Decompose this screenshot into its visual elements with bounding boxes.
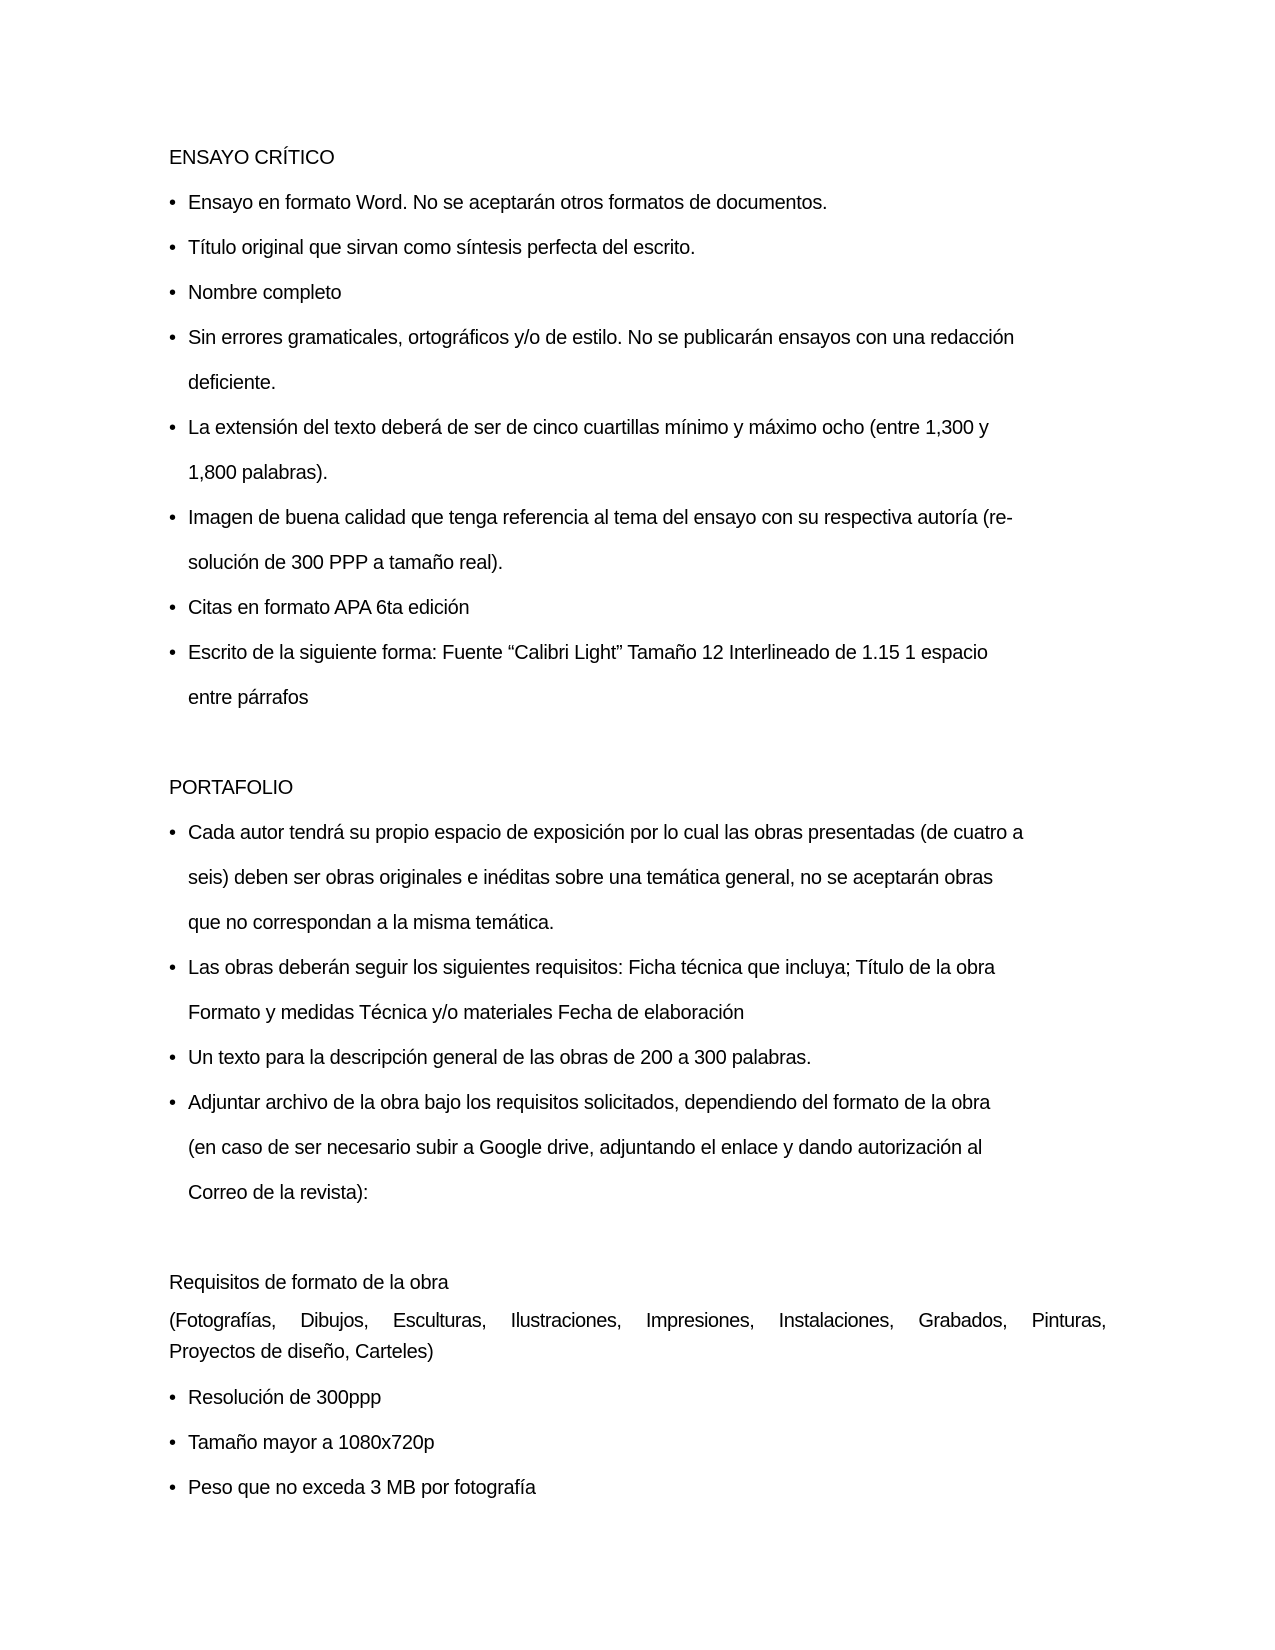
bullet-text: Un texto para la descripción general de las obras de 200 a 300 palabras. — [188, 1047, 812, 1069]
bullet-line — [169, 946, 1106, 991]
bullet-line — [169, 811, 1106, 856]
bullet-text: solución de 300 PPP a tamaño real). — [188, 552, 503, 574]
bullet-dot: • — [169, 1092, 176, 1114]
bullet-text: Tamaño mayor a 1080x720p — [188, 1432, 435, 1454]
bullet-text: Adjuntar archivo de la obra bajo los requisitos solicitados, dependiendo del formato de la obra — [188, 1092, 991, 1114]
bullet-dot: • — [169, 1432, 176, 1454]
bullet-dot: • — [169, 1477, 176, 1499]
subsection-heading-requisitos — [169, 1261, 1106, 1306]
bullet-dot: • — [169, 282, 176, 304]
bullet-dot: • — [169, 192, 176, 214]
bullet-line — [169, 1376, 1106, 1421]
bullet-line — [169, 316, 1106, 361]
bullet-line — [169, 631, 1106, 676]
section-heading-text: PORTAFOLIO — [169, 777, 294, 799]
bullet-continuation-line — [169, 361, 1106, 406]
bullet-text: seis) deben ser obras originales e inéditas sobre una temática general, no se aceptarán obras — [188, 867, 993, 889]
bullet-continuation-line — [169, 1126, 1106, 1171]
bullet-text: Sin errores gramaticales, ortográficos y/o de estilo. No se publicarán ensayos con una redacción — [188, 327, 1015, 349]
bullet-text: deficiente. — [188, 372, 276, 394]
section-heading-text: ENSAYO CRÍTICO — [169, 147, 335, 169]
document-content — [169, 136, 1106, 1511]
bullet-line — [169, 1421, 1106, 1466]
bullet-dot: • — [169, 1047, 176, 1069]
justified-paragraph-line: (Fotografías, Dibujos, Esculturas, Ilustraciones, Impresiones, Instalaciones, Grabados, Pinturas, — [169, 1310, 1106, 1332]
bullet-text: Resolución de 300ppp — [188, 1387, 382, 1409]
bullet-dot: • — [169, 237, 176, 259]
bullet-line — [169, 1081, 1106, 1126]
bullet-continuation-line — [169, 451, 1106, 496]
bullet-line — [169, 271, 1106, 316]
bullet-line — [169, 496, 1106, 541]
bullet-text: Ensayo en formato Word. No se aceptarán otros formatos de documentos. — [188, 192, 828, 214]
bullet-text: Peso que no exceda 3 MB por fotografía — [188, 1477, 536, 1499]
bullet-text: (en caso de ser necesario subir a Google drive, adjuntando el enlace y dando autorización al — [188, 1137, 983, 1159]
bullet-continuation-line — [169, 1171, 1106, 1216]
section-heading-portafolio — [169, 766, 1106, 811]
paragraph-line: Proyectos de diseño, Carteles) — [169, 1341, 434, 1363]
bullet-continuation-line — [169, 991, 1106, 1036]
bullet-text: Cada autor tendrá su propio espacio de exposición por lo cual las obras presentadas (de cuatro a — [188, 822, 1024, 844]
section-heading-ensayo-critico — [169, 136, 1106, 181]
bullet-text: que no correspondan a la misma temática. — [188, 912, 554, 934]
bullet-line — [169, 1466, 1106, 1511]
bullet-text: Citas en formato APA 6ta edición — [188, 597, 470, 619]
section-heading-text: Requisitos de formato de la obra — [169, 1272, 449, 1294]
bullet-text: Escrito de la siguiente forma: Fuente “Calibri Light” Tamaño 12 Interlineado de 1.15 1 espacio — [188, 642, 988, 664]
bullet-dot: • — [169, 417, 176, 439]
bullet-continuation-line — [169, 901, 1106, 946]
bullet-dot: • — [169, 1387, 176, 1409]
bullet-text: entre párrafos — [188, 687, 309, 709]
bullet-dot: • — [169, 597, 176, 619]
blank-line — [169, 1216, 1106, 1261]
bullet-line — [169, 181, 1106, 226]
bullet-text: 1,800 palabras). — [188, 462, 328, 484]
paragraph-spacer — [169, 1368, 1106, 1376]
bullet-dot: • — [169, 507, 176, 529]
bullet-text: Correo de la revista): — [188, 1182, 369, 1204]
bullet-line — [169, 1036, 1106, 1081]
bullet-continuation-line — [169, 676, 1106, 721]
bullet-text: Formato y medidas Técnica y/o materiales Fecha de elaboración — [188, 1002, 745, 1024]
bullet-continuation-line — [169, 541, 1106, 586]
bullet-line — [169, 586, 1106, 631]
bullet-continuation-line — [169, 856, 1106, 901]
bullet-dot: • — [169, 642, 176, 664]
bullet-dot: • — [169, 822, 176, 844]
bullet-text: Imagen de buena calidad que tenga referencia al tema del ensayo con su respectiva autoría (re- — [188, 507, 1013, 529]
bullet-dot: • — [169, 327, 176, 349]
bullet-text: Nombre completo — [188, 282, 342, 304]
bullet-line — [169, 406, 1106, 451]
bullet-dot: • — [169, 957, 176, 979]
bullet-text: Las obras deberán seguir los siguientes requisitos: Ficha técnica que incluya; Título de la obra — [188, 957, 995, 979]
bullet-text: Título original que sirvan como síntesis perfecta del escrito. — [188, 237, 696, 259]
blank-line — [169, 721, 1106, 766]
bullet-line — [169, 226, 1106, 271]
bullet-text: La extensión del texto deberá de ser de cinco cuartillas mínimo y máximo ocho (entre 1,300 y — [188, 417, 989, 439]
